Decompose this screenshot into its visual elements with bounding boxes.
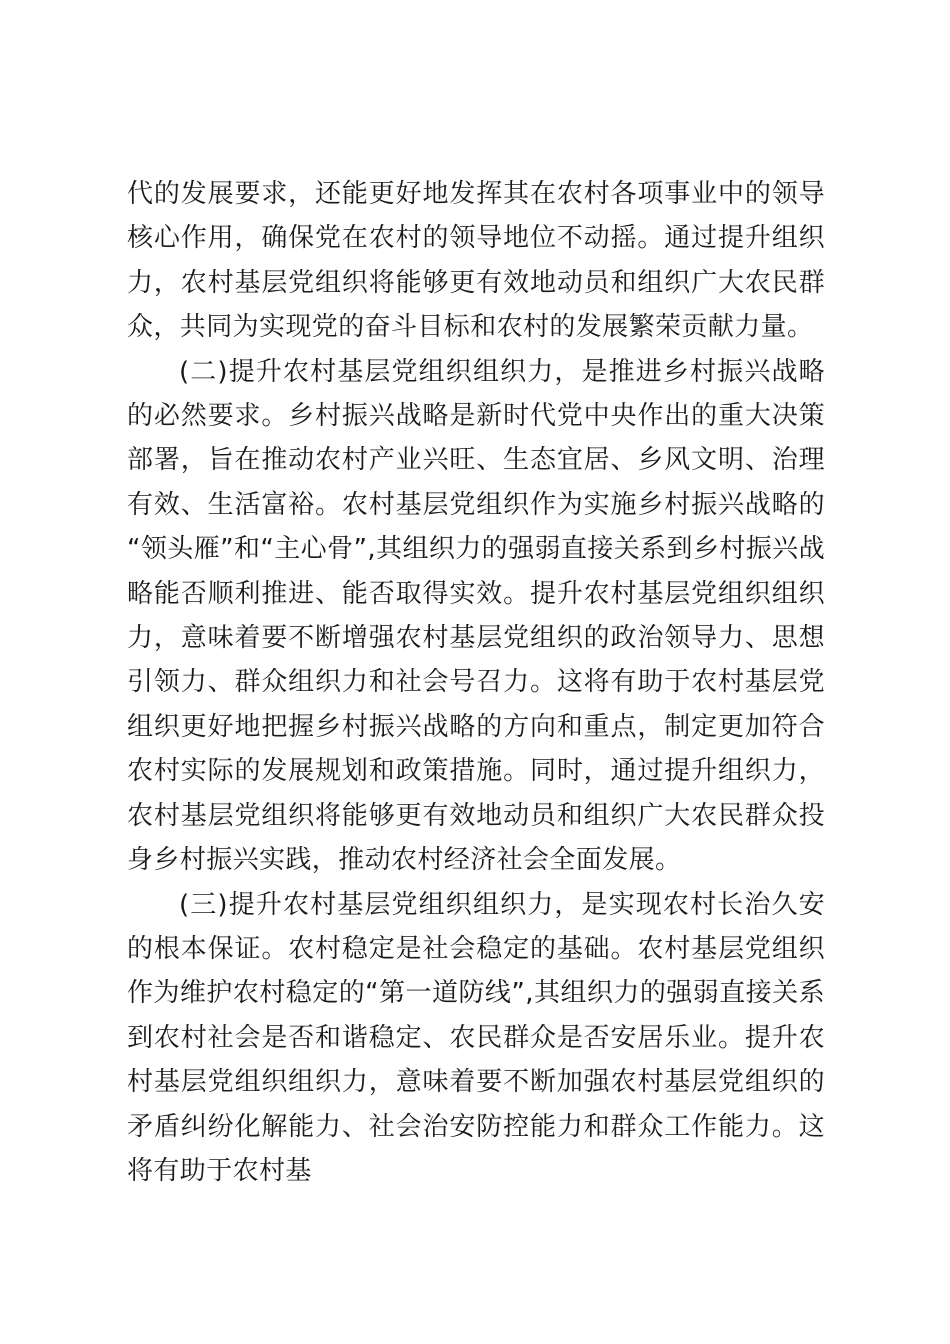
paragraph-rural-stability: (三)提升农村基层党组织组织力，是实现农村长治久安的根本保证。农村稳定是社会稳定的基础。农村基层党组织作为维护农村稳定的“第一道防线”,其组织力的强弱直接关系到农村社会是否和谐稳定、农民群众是否安居乐业。提升农村基层党组织组织力，意味着要不断加强农村基层党组织的矛盾纠纷化解能力、社会治安防控能力和群众工作能力。这将有助于农村基	[127, 889, 825, 1186]
paragraph-continuation: 代的发展要求，还能更好地发挥其在农村各项事业中的领导核心作用，确保党在农村的领导地位不动摇。通过提升组织力，农村基层党组织将能够更有效地动员和组织广大农民群众，共同为实现党的奋斗目标和农村的发展繁荣贡献力量。	[127, 179, 825, 343]
paragraph-rural-revitalization: (二)提升农村基层党组织组织力，是推进乡村振兴战略的必然要求。乡村振兴战略是新时代党中央作出的重大决策部署，旨在推动农村产业兴旺、生态宜居、乡风文明、治理有效、生活富裕。农村基层党组织作为实施乡村振兴战略的“领头雁”和“主心骨”,其组织力的强弱直接关系到乡村振兴战略能否顺利推进、能否取得实效。提升农村基层党组织组织力，意味着要不断增强农村基层党组织的政治领导力、思想引领力、群众组织力和社会号召力。这将有助于农村基层党组织更好地把握乡村振兴战略的方向和重点，制定更加符合农村实际的发展规划和政策措施。同时，通过提升组织力，农村基层党组织将能够更有效地动员和组织广大农民群众投身乡村振兴实践，推动农村经济社会全面发展。	[127, 356, 825, 876]
document-body	[127, 172, 825, 1193]
